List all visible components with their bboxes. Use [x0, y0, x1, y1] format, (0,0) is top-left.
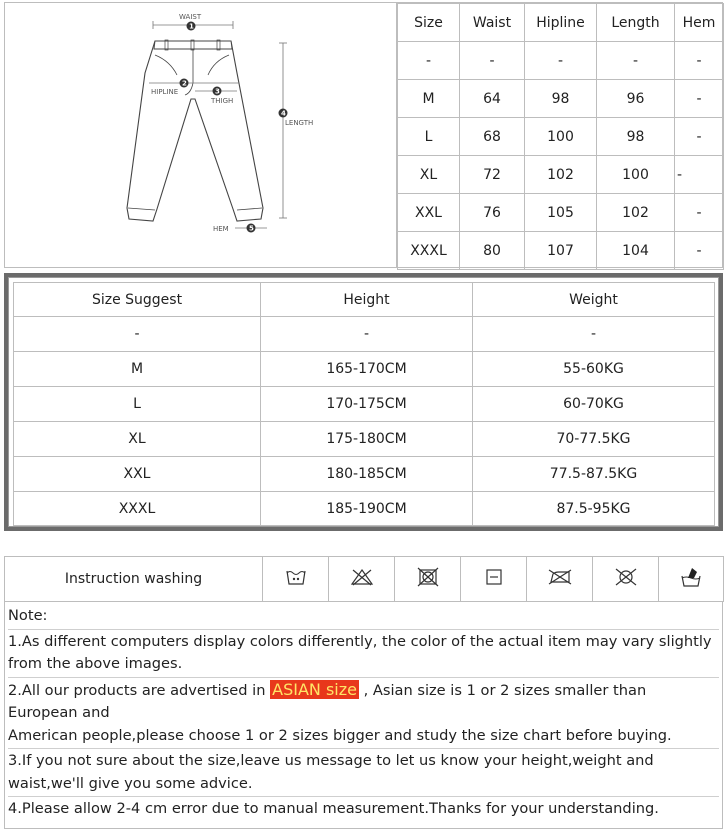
marker-2: 2	[182, 79, 187, 88]
table-cell: 60-70KG	[473, 387, 715, 422]
table-cell: 170-175CM	[261, 387, 473, 422]
table-cell: -	[675, 80, 724, 118]
waist-label: WAIST	[179, 13, 202, 21]
table-cell: 98	[597, 118, 675, 156]
washing-row	[5, 557, 724, 602]
header-waist: Waist	[460, 4, 525, 42]
marker-1: 1	[189, 22, 194, 31]
table-cell: L	[398, 118, 460, 156]
table-cell: M	[14, 352, 261, 387]
table-cell: 55-60KG	[473, 352, 715, 387]
table-cell: 165-170CM	[261, 352, 473, 387]
header-hipline: Hipline	[525, 4, 597, 42]
length-label: LENGTH	[285, 119, 314, 127]
hipline-label: HIPLINE	[151, 88, 179, 96]
table-cell: -	[675, 194, 724, 232]
table-row	[398, 156, 724, 194]
table-cell: 70-77.5KG	[473, 422, 715, 457]
machine-wash-30-icon	[263, 557, 329, 602]
table-cell: -	[597, 42, 675, 80]
table-cell: 185-190CM	[261, 492, 473, 526]
header-weight: Weight	[473, 283, 715, 317]
size-chart-section	[4, 2, 723, 268]
divider	[8, 796, 719, 797]
table-cell: 80	[460, 232, 525, 270]
hem-label: HEM	[213, 225, 229, 233]
table-cell: -	[460, 42, 525, 80]
note-2-line2: American people,please choose 1 or 2 sizes bigger and study the size chart before buying.	[8, 726, 672, 744]
note-1: 1.As different computers display colors differently, the color of the actual item may vary slightly from the above images.	[8, 632, 712, 672]
size-suggest-table	[13, 282, 715, 526]
table-cell: XXXL	[398, 232, 460, 270]
table-cell: 105	[525, 194, 597, 232]
note-2	[8, 679, 719, 725]
table-cell: 100	[597, 156, 675, 194]
divider	[8, 629, 719, 630]
table-cell: 72	[460, 156, 525, 194]
marker-5: 5	[249, 224, 254, 233]
do-not-bleach-icon	[329, 557, 395, 602]
table-cell: 77.5-87.5KG	[473, 457, 715, 492]
table-row	[14, 317, 715, 352]
table-cell: XXXL	[14, 492, 261, 526]
table-cell: 107	[525, 232, 597, 270]
note-4: 4.Please allow 2-4 cm error due to manual measurement.Thanks for your understanding.	[8, 800, 659, 817]
notes-title: Note:	[8, 607, 48, 624]
header-size-suggest: Size Suggest	[14, 283, 261, 317]
divider	[8, 748, 719, 749]
table-cell: 100	[525, 118, 597, 156]
table-row	[398, 194, 724, 232]
size-table	[397, 3, 724, 270]
table-cell: -	[675, 156, 724, 194]
table-cell: 98	[525, 80, 597, 118]
washing-label: Instruction washing	[5, 557, 263, 602]
note-2-text: 2.All our products are advertised in	[8, 681, 271, 699]
table-row	[14, 422, 715, 457]
washing-instructions	[4, 556, 724, 602]
pants-illustration	[5, 3, 397, 267]
table-cell: XL	[14, 422, 261, 457]
header-length: Length	[597, 4, 675, 42]
divider	[8, 677, 719, 678]
table-cell: 68	[460, 118, 525, 156]
size-suggest-section	[4, 273, 723, 531]
table-cell: -	[525, 42, 597, 80]
table-row	[398, 80, 724, 118]
table-cell: 96	[597, 80, 675, 118]
do-not-tumble-dry-icon	[395, 557, 461, 602]
pants-diagram	[5, 3, 397, 267]
table-row	[398, 42, 724, 80]
size-table-header	[398, 4, 724, 42]
table-cell: 104	[597, 232, 675, 270]
header-hem: Hem	[675, 4, 724, 42]
table-cell: XXL	[398, 194, 460, 232]
asian-size-highlight: ASIAN size	[272, 679, 357, 699]
thigh-label: THIGH	[211, 97, 234, 105]
table-cell: XL	[398, 156, 460, 194]
notes-section	[4, 602, 723, 829]
table-cell: 102	[525, 156, 597, 194]
hand-wash-icon	[659, 557, 724, 602]
marker-4: 4	[281, 109, 286, 118]
suggest-table-header	[14, 283, 715, 317]
table-row	[14, 352, 715, 387]
header-height: Height	[261, 283, 473, 317]
table-cell: 180-185CM	[261, 457, 473, 492]
table-cell: -	[398, 42, 460, 80]
note-2-text-after: , Asian size is 1 or 2 sizes smaller than European and	[8, 681, 647, 721]
table-row	[14, 492, 715, 526]
table-cell: 64	[460, 80, 525, 118]
table-cell: 102	[597, 194, 675, 232]
table-cell: L	[14, 387, 261, 422]
do-not-dry-clean-icon	[593, 557, 659, 602]
table-cell: -	[675, 118, 724, 156]
table-row	[398, 118, 724, 156]
header-size: Size	[398, 4, 460, 42]
table-cell: XXL	[14, 457, 261, 492]
table-cell: -	[675, 42, 724, 80]
table-cell: 76	[460, 194, 525, 232]
table-row	[14, 387, 715, 422]
table-row	[14, 457, 715, 492]
marker-3: 3	[215, 87, 220, 96]
table-cell: -	[14, 317, 261, 352]
table-cell: 175-180CM	[261, 422, 473, 457]
table-cell: -	[261, 317, 473, 352]
table-cell: -	[675, 232, 724, 270]
table-cell: M	[398, 80, 460, 118]
iron-low-heat-icon	[527, 557, 593, 602]
table-row	[398, 232, 724, 270]
table-cell: -	[473, 317, 715, 352]
dry-flat-icon	[461, 557, 527, 602]
note-3: 3.If you not sure about the size,leave us message to let us know your height,weight and waist,we'll give you some advice.	[8, 752, 654, 792]
table-cell: 87.5-95KG	[473, 492, 715, 526]
size-suggest-frame	[8, 277, 719, 527]
